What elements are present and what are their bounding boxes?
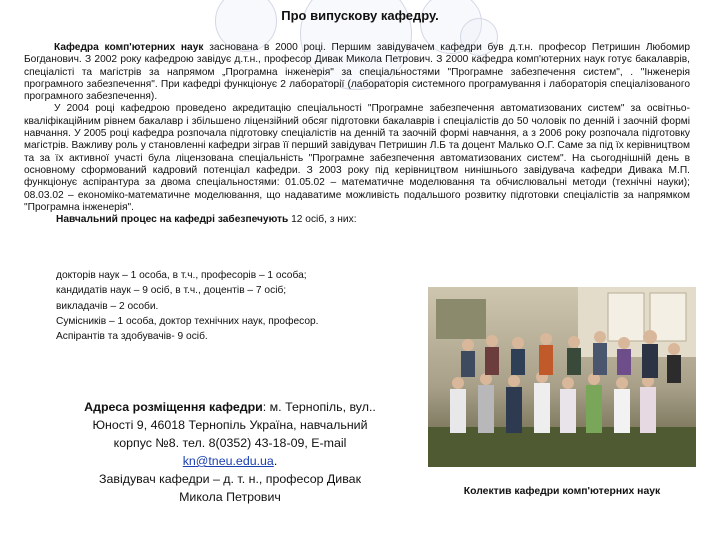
list-item: кандидатів наук – 9 осіб, в т.ч., доцентів – 7 осіб; [56,285,287,297]
intro-paragraph-1-text: заснована в 2000 році. Першим завідувачем кафедри був д.т.н. професор Петришин Любомир Богданович. З 2002 року кафедрою завідує д.т.н., професор Дивак Микола Петрович. З 2000 кафедра комп'ютерних наук готує бакалаврів, спеціалісті та магістрів за напрямом „Програмна інженерія" за спеціальностями "Програмне забезпечення систем", . "Інженерія програмного забезпечення". При кафедрі функціонує 2 лабораторії (лабораторія системного програмування і лабораторія спеціалізованого програмного забезпечення). [24,42,690,103]
intro-text [24,42,690,226]
group-photo [428,287,696,467]
email-link[interactable]: kn@tneu.edu.ua [182,454,274,468]
email-suffix: . [273,454,278,468]
list-item: докторів наук – 1 особа, в т.ч., професорів – 1 особа; [56,270,307,281]
address-line-1 [40,398,420,416]
intro-paragraph-2: У 2004 році кафедрою проведено акредитацію спеціальності "Програмне забезпечення автоматизованих систем" за освітньо-кваліфікаційним рівнем бакалавр і збільшено ліцензійний обсяг підготовки бакалаврів і спеціалістів до 50 чоловік по денній і заочній формі навчання. У 2005 році кафедра розпочала підготовку спеціалістів на денній та заочній формі навчання, а з 2006 року розпочала підготовку магістрів. Важливу роль у становленні кафедри зіграв її перший завідувач Петришин Л.Б та доцент Малько О.Г. Саме за під їх керівництвом та за їх активної участі була ліцензована спеціальність "Програмне забезпечення автоматизованих систем". На сьогоднішній день в основному сформований кадровий потенціал кафедри. З 2003 року під керівництвом нинішнього завідувача кафедри Дивака М.П. функціонує аспірантура за двома спеціальностями: 01.05.02 – математичне моделювання та обчислювальні методи (технічні науки); 08.03.02 – економіко-математичне моделювання, що надаватиме можливість подальшого розвитку підготовки спеціалістів за напрямком "Програмна інженерія". [24,103,690,213]
address-line-2: Юності 9, 46018 Тернопіль Україна, навчальний [92,418,368,432]
address-line-3: корпус №8. тел. 8(0352) 43-18-09, E-mail [113,436,347,450]
page-title: Про випускову кафедру. [281,8,439,23]
address-city: : м. Тернопіль, вул.. [262,400,376,414]
intro-paragraph-1 [24,42,690,103]
head-line-1: Завідувач кафедри – д. т. н., професор Дивак [99,472,361,486]
list-item: Аспірантів та здобувачів- 9 осіб. [56,331,208,343]
address-block [40,398,420,506]
list-item: викладачів – 2 особи. [56,300,159,312]
intro-paragraph-3 [24,214,690,226]
teaching-staff-count: 12 осіб, з них: [288,214,357,226]
address-line-4 [40,452,420,470]
address-label: Адреса розміщення кафедри [84,400,263,414]
list-item: Сумісників – 1 особа, доктор технічних наук, професор. [56,315,319,327]
staff-list [56,268,426,344]
head-line-2: Микола Петрович [179,490,281,504]
department-name: Кафедра комп'ютерних наук [54,42,204,53]
photo-caption: Колектив кафедри комп'ютерних наук [463,486,661,497]
teaching-staff-heading: Навчальний процес на кафедрі забезпечують [56,214,289,226]
